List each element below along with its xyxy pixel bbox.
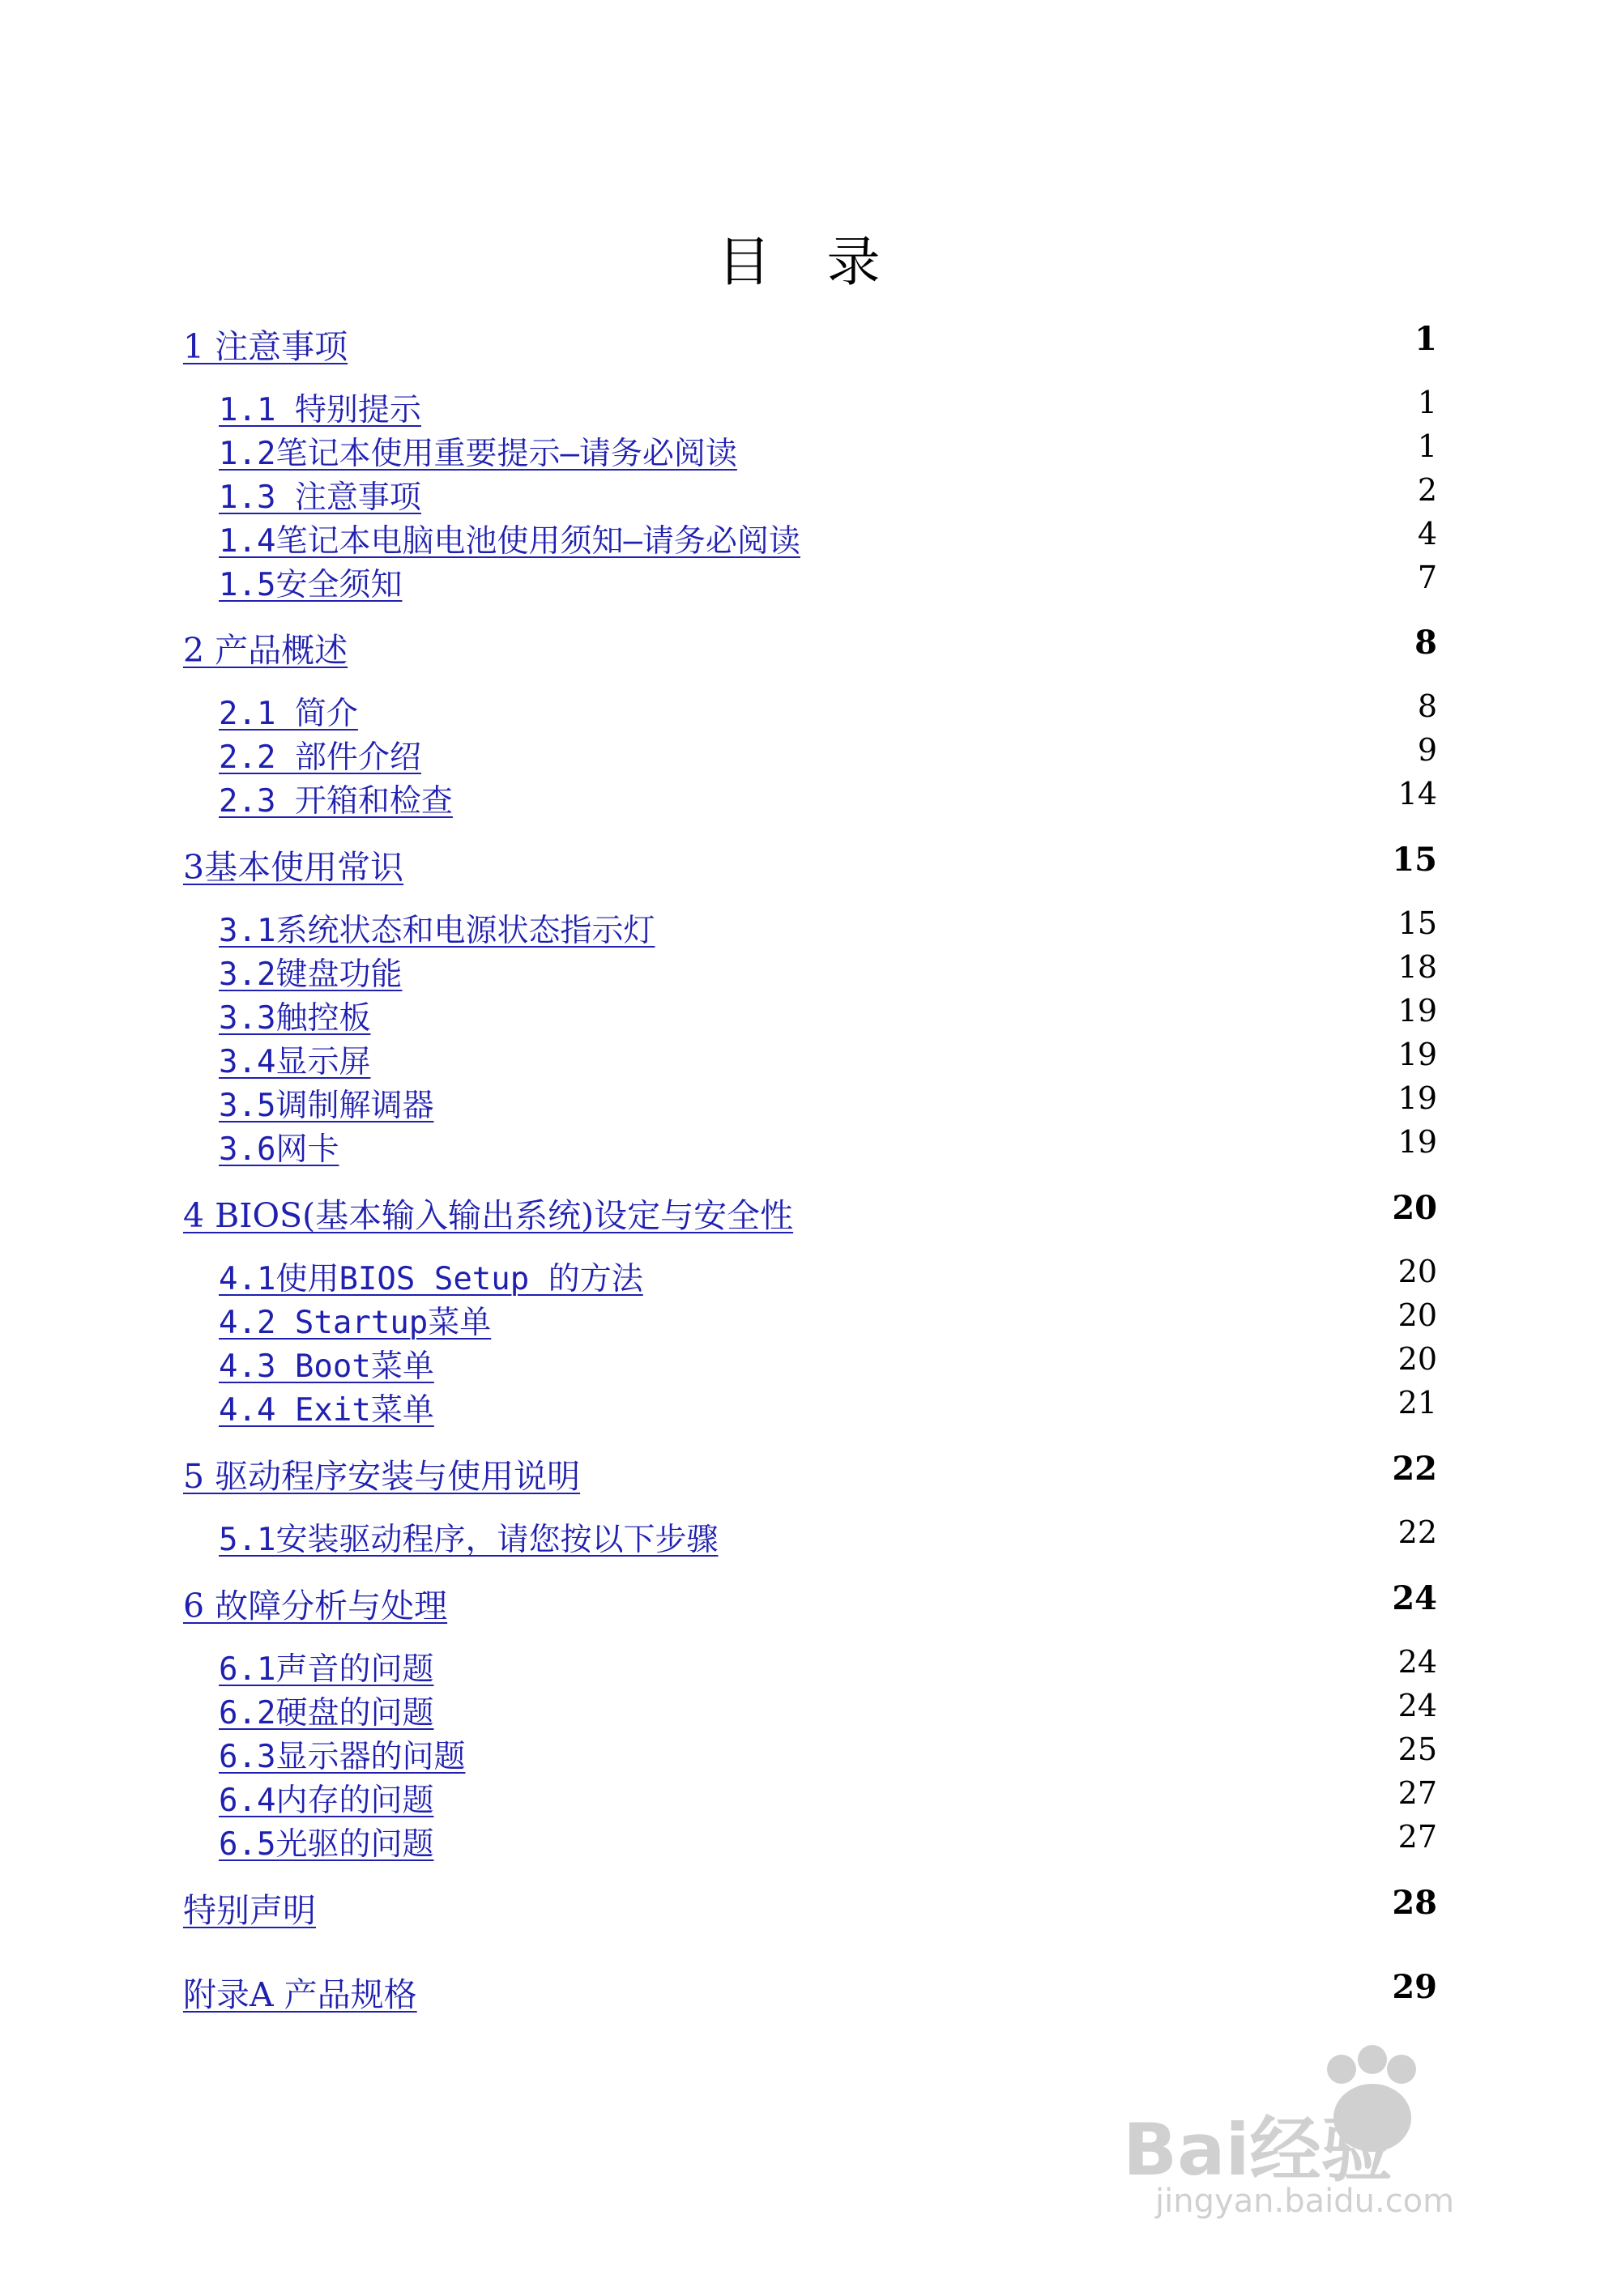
toc-section-link[interactable]: 3.5调制解调器 — [219, 1088, 434, 1124]
toc-section-row — [0, 1341, 1617, 1385]
toc-page-number: 29 — [1392, 1968, 1437, 2006]
toc-section-row — [0, 1124, 1617, 1168]
toc-section-row — [0, 905, 1617, 949]
toc-section-link[interactable]: 2.3 开箱和检查 — [219, 783, 453, 820]
toc-chapter-link[interactable]: 附录A 产品规格 — [183, 1975, 417, 2014]
toc-chapter-row — [0, 1450, 1617, 1496]
toc-page-number: 8 — [1414, 624, 1437, 662]
toc-page-number: 22 — [1392, 1450, 1437, 1488]
toc-page-number: 25 — [1397, 1732, 1437, 1767]
toc-chapter-link[interactable]: 2 产品概述 — [183, 631, 348, 670]
toc-section-link[interactable]: 3.1系统状态和电源状态指示灯 — [219, 913, 655, 949]
toc-section-link[interactable]: 5.1安装驱动程序，请您按以下步骤 — [219, 1522, 719, 1558]
toc-section-link[interactable]: 3.4显示屏 — [219, 1044, 371, 1080]
toc-page-number: 19 — [1397, 1124, 1437, 1160]
toc-section-link[interactable]: 1.1 特别提示 — [219, 392, 421, 428]
toc-section-row — [0, 1732, 1617, 1775]
toc-section-link[interactable]: 4.1使用BIOS Setup 的方法 — [219, 1261, 643, 1297]
toc-section-row — [0, 949, 1617, 993]
toc-section-row — [0, 1385, 1617, 1429]
toc-page-number: 18 — [1397, 949, 1437, 985]
toc-chapter-link[interactable]: 4 BIOS(基本输入输出系统)设定与安全性 — [183, 1196, 794, 1235]
toc-section-row — [0, 1297, 1617, 1341]
toc-section-link[interactable]: 1.5安全须知 — [219, 567, 403, 603]
toc-section-row — [0, 993, 1617, 1037]
toc-page-number: 15 — [1397, 905, 1437, 941]
toc-section-row — [0, 776, 1617, 820]
toc-section-row — [0, 732, 1617, 776]
toc-page-number: 24 — [1397, 1688, 1437, 1723]
toc-page-number: 21 — [1397, 1385, 1437, 1421]
toc-page-number: 28 — [1392, 1884, 1437, 1922]
page-title: 目 录 — [717, 231, 900, 293]
toc-page-number: 19 — [1397, 1037, 1437, 1072]
toc-page-number: 19 — [1397, 1080, 1437, 1116]
toc-chapter-row — [0, 320, 1617, 364]
toc-page-number: 1 — [1414, 320, 1437, 358]
toc-section-link[interactable]: 6.2硬盘的问题 — [219, 1695, 434, 1732]
toc-page-number: 20 — [1397, 1254, 1437, 1289]
toc-chapter-row — [0, 1968, 1617, 2012]
toc-section-link[interactable]: 4.2 Startup菜单 — [219, 1305, 492, 1341]
toc-section-link[interactable]: 3.3触控板 — [219, 1000, 371, 1037]
toc-page-number: 24 — [1397, 1644, 1437, 1680]
toc-section-row — [0, 1688, 1617, 1732]
toc-section-link[interactable]: 3.6网卡 — [219, 1131, 339, 1168]
toc-page-number: 1 — [1417, 385, 1437, 420]
watermark-brand: Bai经验 — [1123, 2108, 1393, 2192]
toc-section-link[interactable]: 6.3显示器的问题 — [219, 1739, 466, 1775]
toc-page-number: 27 — [1397, 1775, 1437, 1811]
toc-page-number: 20 — [1397, 1297, 1437, 1333]
toc-chapter-link[interactable]: 6 故障分析与处理 — [183, 1587, 448, 1625]
toc-section-row — [0, 1080, 1617, 1124]
toc-section-link[interactable]: 6.5光驱的问题 — [219, 1826, 434, 1863]
toc-page-number: 8 — [1417, 688, 1437, 724]
toc-page-number: 20 — [1392, 1189, 1437, 1227]
toc-section-link[interactable]: 1.2笔记本使用重要提示—请务必阅读 — [219, 436, 737, 472]
toc-page-number: 9 — [1417, 732, 1437, 768]
toc-section-row — [0, 688, 1617, 732]
toc-chapter-row — [0, 1189, 1617, 1233]
toc-section-row — [0, 428, 1617, 472]
toc-section-row — [0, 1819, 1617, 1863]
toc-chapter-row — [0, 1884, 1617, 1928]
toc-section-row — [0, 560, 1617, 603]
toc-section-row — [0, 1644, 1617, 1688]
toc-page-number: 15 — [1392, 841, 1437, 879]
toc-section-link[interactable]: 2.1 简介 — [219, 696, 358, 732]
toc-section-row — [0, 1254, 1617, 1297]
toc-page-number: 20 — [1397, 1341, 1437, 1377]
toc-section-link[interactable]: 6.1声音的问题 — [219, 1651, 434, 1688]
toc-section-row — [0, 1775, 1617, 1819]
toc-section-link[interactable]: 2.2 部件介绍 — [219, 739, 421, 776]
toc-section-row — [0, 385, 1617, 428]
toc-section-link[interactable]: 6.4内存的问题 — [219, 1783, 434, 1819]
toc-section-link[interactable]: 4.4 Exit菜单 — [219, 1392, 434, 1429]
toc-page-number: 22 — [1397, 1514, 1437, 1550]
toc-section-row — [0, 1514, 1617, 1558]
toc-chapter-link[interactable]: 1 注意事项 — [183, 327, 348, 366]
toc-chapter-row — [0, 841, 1617, 887]
toc-page-number: 1 — [1417, 428, 1437, 464]
toc-section-row — [0, 472, 1617, 516]
toc-section-link[interactable]: 3.2键盘功能 — [219, 956, 403, 993]
toc-page-number: 2 — [1417, 472, 1437, 508]
toc-page-number: 27 — [1397, 1819, 1437, 1855]
toc-section-row — [0, 516, 1617, 560]
toc-page-number: 24 — [1392, 1579, 1437, 1617]
toc-chapter-link[interactable]: 5 驱动程序安装与使用说明 — [183, 1457, 581, 1496]
toc-page-number: 4 — [1417, 516, 1437, 552]
toc-section-link[interactable]: 1.4笔记本电脑电池使用须知—请务必阅读 — [219, 523, 800, 560]
toc-chapter-link[interactable]: 特别声明 — [183, 1891, 316, 1930]
toc-section-row — [0, 1037, 1617, 1080]
toc-section-link[interactable]: 1.3 注意事项 — [219, 479, 421, 516]
watermark-url: jingyan.baidu.com — [1155, 2183, 1455, 2220]
toc-chapter-row — [0, 624, 1617, 670]
toc-page-number: 14 — [1397, 776, 1437, 811]
toc-section-link[interactable]: 4.3 Boot菜单 — [219, 1348, 434, 1385]
toc-chapter-row — [0, 1579, 1617, 1623]
toc-chapter-link[interactable]: 3基本使用常识 — [183, 848, 404, 887]
toc-page-number: 19 — [1397, 993, 1437, 1029]
toc-page-number: 7 — [1417, 560, 1437, 595]
